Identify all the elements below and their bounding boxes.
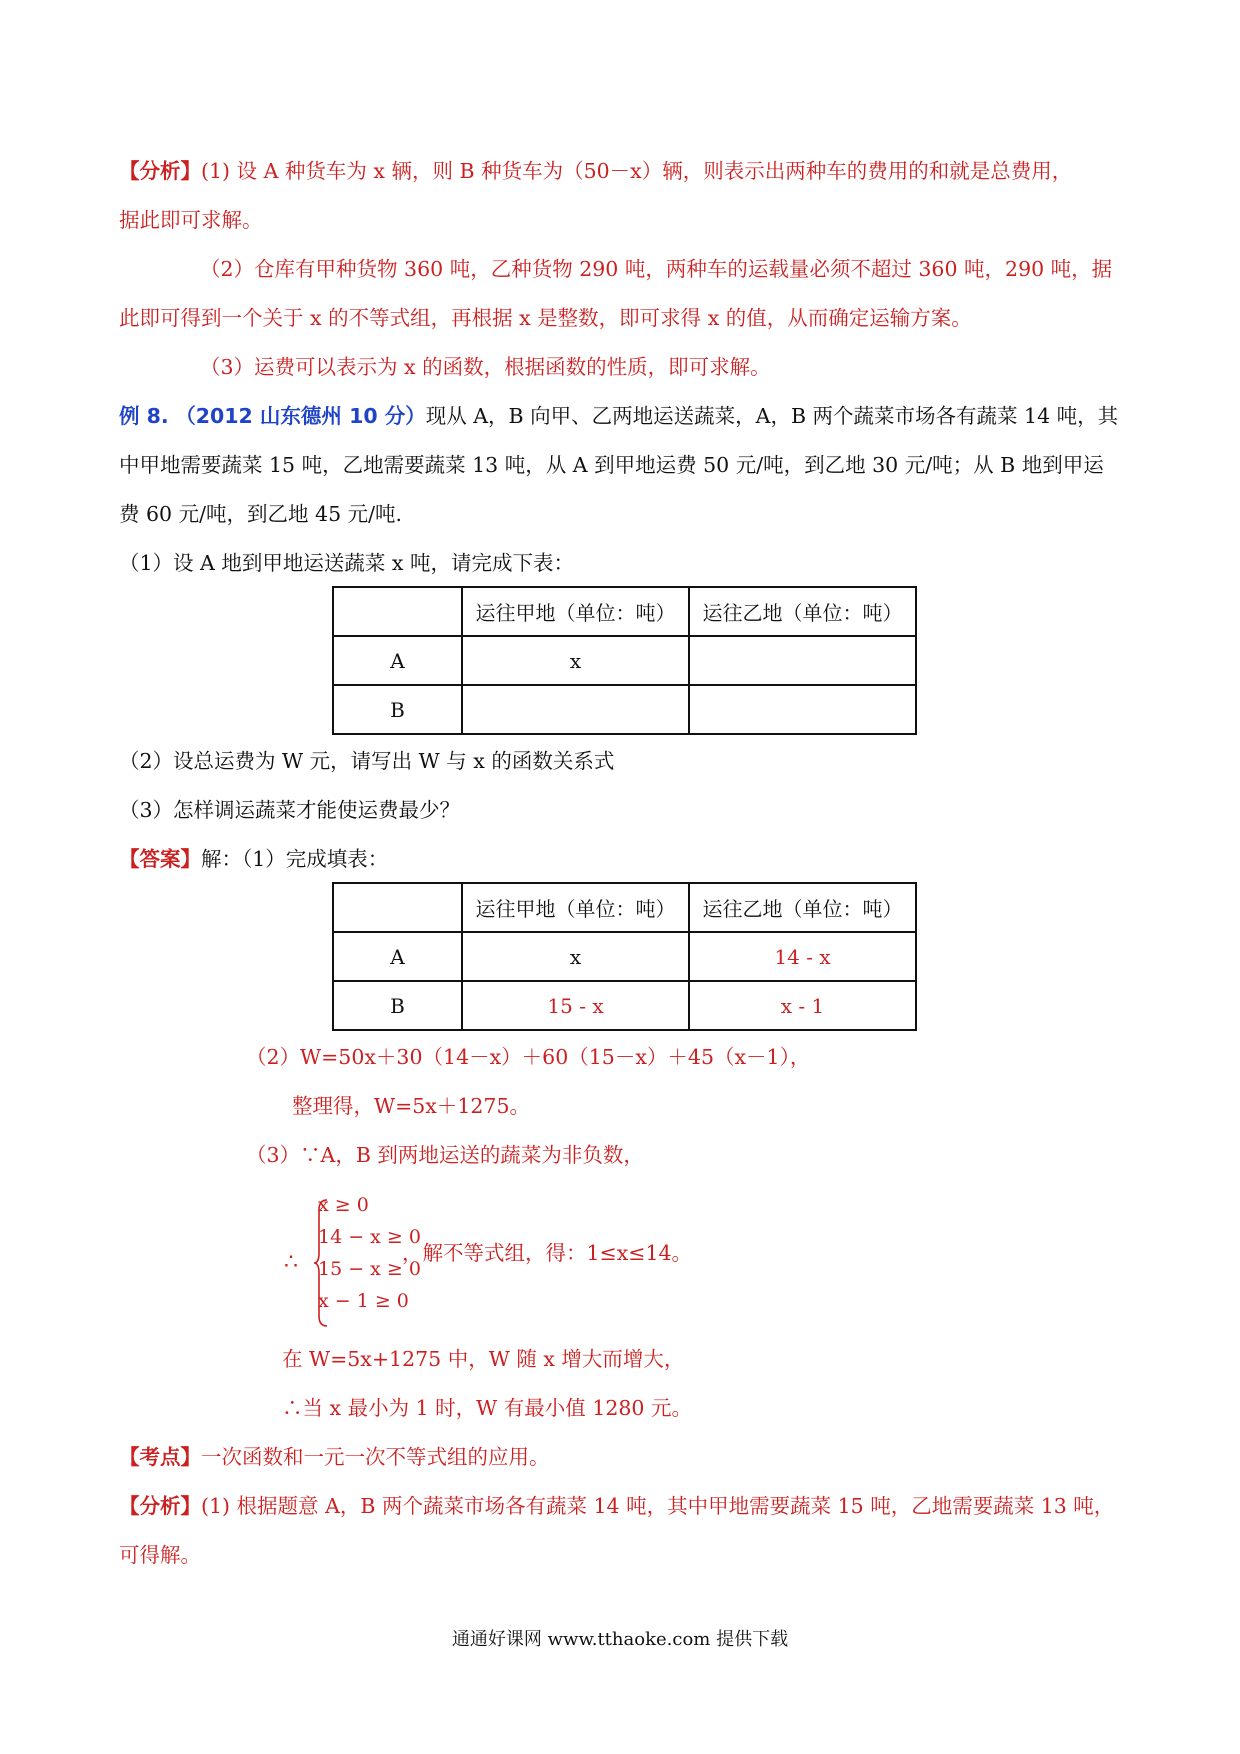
inequality-4: x − 1 ≥ 0 <box>318 1290 409 1312</box>
table-row-label: B <box>333 981 462 1030</box>
table-row-label: A <box>333 636 462 685</box>
analysis-paragraph-1b: 据此即可求解。 <box>119 208 263 232</box>
example-line-2: 中甲地需要蔬菜 15 吨，乙地需要蔬菜 13 吨，从 A 到甲地运费 50 元/吨，到乙地 30 元/吨；从 B 地到甲运 <box>119 453 1104 477</box>
table-row <box>333 981 916 1030</box>
inequality-1: x ≥ 0 <box>318 1194 369 1216</box>
table-cell <box>689 636 916 685</box>
therefore-symbol: ∴ <box>284 1250 298 1275</box>
analysis-text: (1) 根据题意 A，B 两个蔬菜市场各有蔬菜 14 吨，其中甲地需要蔬菜 15 吨，乙地需要蔬菜 13 吨， <box>201 1494 1115 1518</box>
table-row <box>333 587 916 636</box>
answer-5: ∴当 x 最小为 1 时，W 有最小值 1280 元。 <box>282 1396 692 1420</box>
analysis-2b: 可得解。 <box>119 1543 201 1567</box>
table-cell: x <box>462 932 689 981</box>
example-label: 例 8. <box>119 404 169 428</box>
answer-2b: 整理得，W=5x＋1275。 <box>292 1094 531 1118</box>
knowledge-text: 一次函数和一元一次不等式组的应用。 <box>201 1445 550 1469</box>
question-table <box>332 586 917 735</box>
analysis-tag: 【分析】 <box>119 1494 201 1518</box>
knowledge-point <box>119 1442 550 1472</box>
table-row <box>333 685 916 734</box>
page-footer: 通通好课网 www.tthaoke.com 提供下载 <box>451 1629 789 1650</box>
table-cell <box>462 685 689 734</box>
table-header-cell: 运往乙地（单位：吨） <box>689 587 916 636</box>
table-row-label: A <box>333 932 462 981</box>
table-header-cell: 运往乙地（单位：吨） <box>689 883 916 932</box>
example-source: （2012 山东德州 10 分） <box>175 404 426 428</box>
table-row-label: B <box>333 685 462 734</box>
table-row <box>333 932 916 981</box>
analysis-paragraph-2b: 此即可得到一个关于 x 的不等式组，再根据 x 是整数，即可求得 x 的值，从而确定运输方案。 <box>119 306 972 330</box>
table-row <box>333 636 916 685</box>
inequality-2: 14 − x ≥ 0 <box>318 1226 421 1248</box>
example-line-3: 费 60 元/吨，到乙地 45 元/吨. <box>119 502 403 526</box>
knowledge-tag: 【考点】 <box>119 1445 201 1469</box>
table-row <box>333 883 916 932</box>
table-cell: x - 1 <box>689 981 916 1030</box>
table-cell <box>333 883 462 932</box>
table-cell <box>333 587 462 636</box>
question-3: （3）怎样调运蔬菜才能使运费最少？ <box>119 798 461 822</box>
answer-2: （2）W=50x＋30（14－x）＋60（15－x）＋45（x－1）， <box>246 1045 811 1069</box>
table-cell: x <box>462 636 689 685</box>
analysis-2 <box>119 1491 1114 1521</box>
answer-text: 解：（1）完成填表： <box>201 847 389 871</box>
inequality-3: 15 − x ≥ 0 <box>318 1258 421 1280</box>
question-2: （2）设总运费为 W 元，请写出 W 与 x 的函数关系式 <box>119 749 615 773</box>
answer-4: 在 W=5x+1275 中，W 随 x 增大而增大， <box>282 1347 685 1371</box>
table-cell: 15 - x <box>462 981 689 1030</box>
analysis-paragraph-3: （3）运费可以表示为 x 的函数，根据函数的性质，即可求解。 <box>200 355 771 379</box>
table-header-cell: 运往甲地（单位：吨） <box>462 883 689 932</box>
table-cell: 14 - x <box>689 932 916 981</box>
table-cell <box>689 685 916 734</box>
analysis-tag: 【分析】 <box>119 159 201 183</box>
table-header-cell: 运往甲地（单位：吨） <box>462 587 689 636</box>
answer-table <box>332 882 917 1031</box>
inequality-result: ，解不等式组，得：1≤x≤14。 <box>402 1241 693 1265</box>
question-1: （1）设 A 地到甲地运送蔬菜 x 吨，请完成下表： <box>119 551 574 575</box>
analysis-paragraph-1 <box>119 156 1072 186</box>
example-text: 现从 A，B 向甲、乙两地运送蔬菜，A，B 两个蔬菜市场各有蔬菜 14 吨，其 <box>425 404 1119 428</box>
example-heading <box>119 401 1118 431</box>
analysis-text: (1) 设 A 种货车为 x 辆，则 B 种货车为（50－x）辆，则表示出两种车的费用的和就是总费用， <box>201 159 1073 183</box>
answer-heading <box>119 844 388 874</box>
answer-3: （3）∵A，B 到两地运送的蔬菜为非负数， <box>246 1143 644 1167</box>
answer-tag: 【答案】 <box>119 847 201 871</box>
analysis-paragraph-2: （2）仓库有甲种货物 360 吨，乙种货物 290 吨，两种车的运载量必须不超过 360 吨，290 吨，据 <box>200 257 1113 281</box>
